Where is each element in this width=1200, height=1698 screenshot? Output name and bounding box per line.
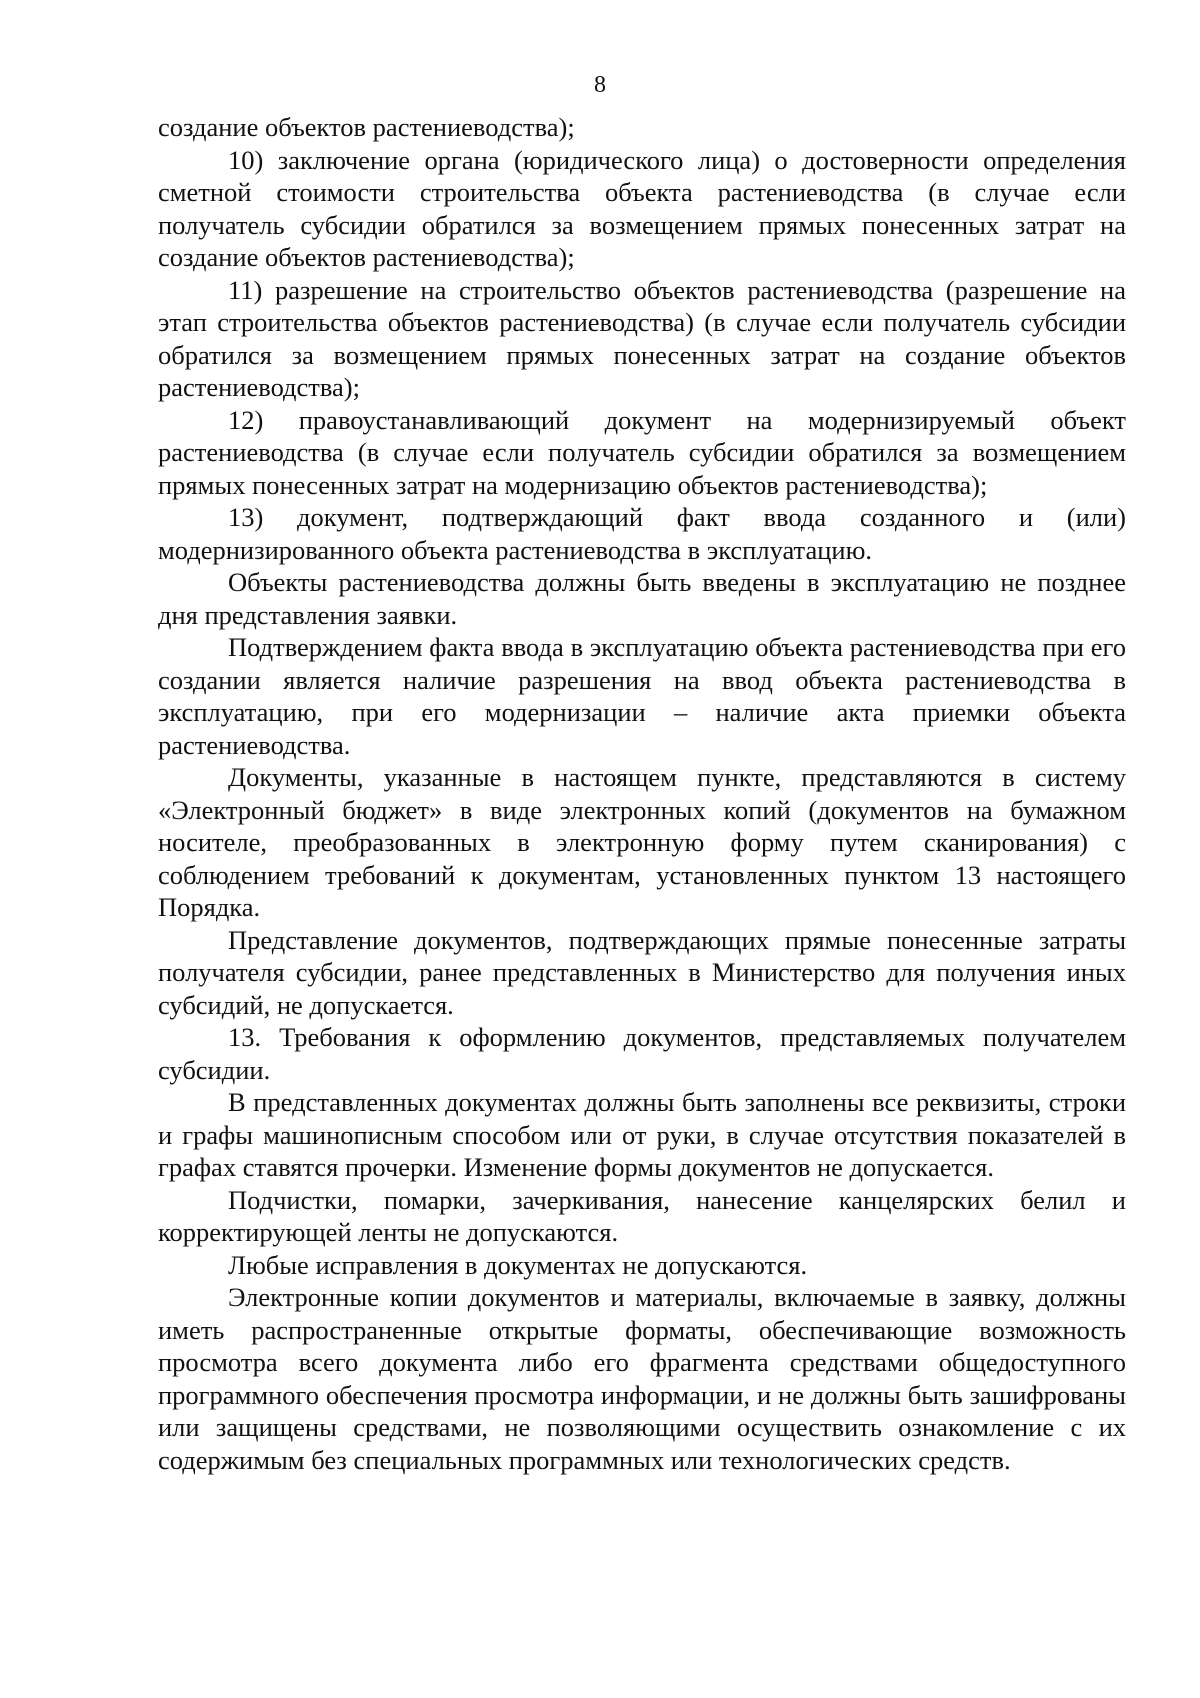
paragraph: Любые исправления в документах не допускаются. [228, 1249, 808, 1280]
paragraph: Подтверждением факта ввода в эксплуатацию объекта растениеводства при его создании является наличие разрешения на ввод объекта растениеводства в эксплуатацию, при его модернизации – наличие акта приемки объекта растениеводства. [158, 632, 1126, 760]
paragraph: Представление документов, подтверждающих прямые понесенные затраты получателя субсидии, ранее представленных в Министерство для получения иных субсидий, не допускается. [158, 924, 1126, 1020]
list-item-13: 13) документ, подтверждающий факт ввода созданного и (или) модернизированного объекта растениеводства в эксплуатацию. [158, 502, 1126, 565]
paragraph: В представленных документах должны быть заполнены все реквизиты, строки и графы машинописным способом или от руки, в случае отсутствия показателей в графах ставятся прочерки. Изменение формы документов не допускается. [158, 1087, 1126, 1182]
paragraph: Электронные копии документов и материалы, включаемые в заявку, должны иметь распространенные открытые форматы, обеспечивающие возможность просмотра всего документа либо его фрагмента средствами общедоступного программного обеспечения просмотра информации, и не должны быть зашифрованы или защищены средствами, не позволяющими осуществить ознакомление с их содержимым без специальных программных или технологических средств. [158, 1282, 1126, 1475]
paragraph: Подчистки, помарки, зачеркивания, нанесение канцелярских белил и корректирующей ленты не допускаются. [158, 1184, 1126, 1247]
page-number: 8 [594, 72, 606, 98]
paragraph: Документы, указанные в настоящем пункте, представляются в систему «Электронный бюджет» в виде электронных копий (документов на бумажном носителе, преобразованных в электронную форму путем сканирования) с соблюдением требований к документам, установленных пунктом 13 настоящего Порядка. [158, 762, 1126, 922]
list-item-10: 10) заключение органа (юридического лица) о достоверности определения сметной стоимости строительства объекта растениеводства (в случае если получатель субсидии обратился за возмещением прямых понесенных затрат на создание объектов растениеводства); [158, 144, 1126, 272]
list-item-12: 12) правоустанавливающий документ на модернизируемый объект растениеводства (в случае если получатель субсидии обратился за возмещением прямых понесенных затрат на модернизацию объектов растениеводства); [158, 404, 1126, 500]
list-item-11: 11) разрешение на строительство объектов растениеводства (разрешение на этап строительства объектов растениеводства) (в случае если получатель субсидии обратился за возмещением прямых понесенных затрат на создание объектов растениеводства); [158, 274, 1126, 402]
paragraph: Объекты растениеводства должны быть введены в эксплуатацию не позднее дня представления заявки. [158, 567, 1126, 630]
paragraph-continuation: создание объектов растениеводства); [158, 112, 575, 142]
document-body [158, 111, 1126, 1476]
section-heading-13: 13. Требования к оформлению документов, представляемых получателем субсидии. [158, 1022, 1126, 1085]
